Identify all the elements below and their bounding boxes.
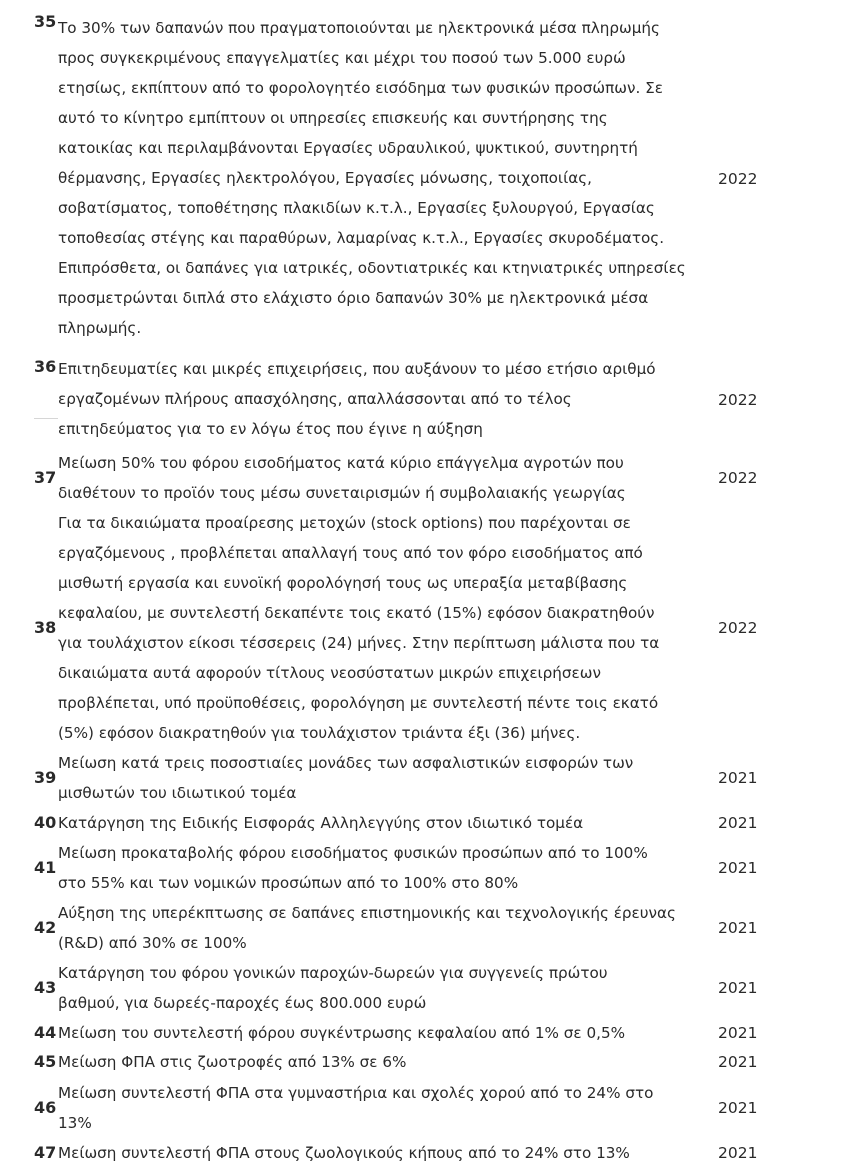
row-number: 47 bbox=[34, 1143, 57, 1162]
row-number: 35 bbox=[34, 12, 57, 31]
row-text: Μείωση συντελεστή ΦΠΑ στους ζωολογικούς κήπους από το 24% στο 13% bbox=[58, 1144, 630, 1162]
row-number: 39 bbox=[34, 768, 57, 787]
row-text: Κατάργηση του φόρου γονικών παροχών-δωρεών για συγγενείς πρώτου βαθμού, για δωρεές-παροχές έως 800.000 ευρώ bbox=[58, 964, 608, 1012]
row-year: 2022 bbox=[718, 469, 758, 487]
row-year: 2021 bbox=[718, 814, 758, 832]
row-number: 36 bbox=[34, 357, 57, 376]
row-text: Μείωση 50% του φόρου εισοδήματος κατά κύριο επάγγελμα αγροτών που διαθέτουν το προϊόν τους μέσω συνεταιρισμών ή συμβολαιακής γεωργίας bbox=[58, 454, 626, 502]
row-year: 2021 bbox=[718, 769, 758, 787]
row-year: 2021 bbox=[718, 1144, 758, 1162]
row-number: 44 bbox=[34, 1023, 57, 1042]
row-number: 43 bbox=[34, 978, 57, 997]
row-text: Αύξηση της υπερέκπτωσης σε δαπάνες επιστημονικής και τεχνολογικής έρευνας (R&D) από 30% σε 100% bbox=[58, 904, 676, 952]
row-year: 2021 bbox=[718, 979, 758, 997]
row-text: Το 30% των δαπανών που πραγματοποιούνται με ηλεκτρονικά μέσα πληρωμής προς συγκεκριμένους επαγγελματίες και μέχρι του ποσού των 5.000 ευρώ ετησίως, εκπίπτουν από το φορολογητέο εισόδημα των φυσικών προσώπων. Σε αυτό το κίνητρο εμπίπτουν οι υπηρεσίες επισκευής και συντήρησης της κατοικίας και περιλαμβάνονται Εργασίες υδραυλικού, ψυκτικού, συντηρητή θέρμανσης, Εργασίες ηλεκτρολόγου, Εργασίες μόνωσης, τοιχοποιίας, σοβατίσματος, τοποθέτησης πλακιδίων κ.τ.λ., Εργασίες ξυλουργού, Εργασίας τοποθεσίας στέγης και παραθύρων, λαμαρίνας κ.τ.λ., Εργασίες σκυροδέματος. Επιπρόσθετα, οι δαπάνες για ιατρικές, οδοντιατρικές και κτηνιατρικές υπηρεσίες προσμετρώνται διπλά στο ελάχιστο όριο δαπανών 30% με ηλεκτρονικά μέσα πληρωμής. bbox=[58, 19, 686, 337]
row-number: 46 bbox=[34, 1098, 57, 1117]
row-number: 41 bbox=[34, 858, 57, 877]
row-text: Μείωση του συντελεστή φόρου συγκέντρωσης κεφαλαίου από 1% σε 0,5% bbox=[58, 1024, 626, 1042]
row-year: 2021 bbox=[718, 919, 758, 937]
row-text: Επιτηδευματίες και μικρές επιχειρήσεις, που αυξάνουν το μέσο ετήσιο αριθμό εργαζομένων πλήρους απασχόλησης, απαλλάσσονται από το τέλος επιτηδεύματος για το εν λόγω έτος που έγινε η αύξηση bbox=[58, 360, 656, 438]
row-year: 2022 bbox=[718, 391, 758, 409]
row-number: 40 bbox=[34, 813, 57, 832]
row-year: 2022 bbox=[718, 619, 758, 637]
row-number: 45 bbox=[34, 1052, 57, 1071]
row-year: 2021 bbox=[718, 1053, 758, 1071]
row-number: 37 bbox=[34, 468, 57, 487]
row-year: 2021 bbox=[718, 1099, 758, 1117]
row-text: Για τα δικαιώματα προαίρεσης μετοχών (stock options) που παρέχονται σε εργαζόμενους , προβλέπεται απαλλαγή τους από τον φόρο εισοδήματος από μισθωτή εργασία και ευνοϊκή φορολόγησή τους ως υπεραξία μεταβίβασης κεφαλαίου, με συντελεστή δεκαπέντε τοις εκατό (15%) εφόσον διακρατηθούν για τουλάχιστον είκοσι τέσσερεις (24) μήνες. Στην περίπτωση μάλιστα που τα δικαιώματα αυτά αφορούν τίτλους νεοσύστατων μικρών επιχειρήσεων προβλέπεται, υπό προϋποθέσεις, φορολόγηση με συντελεστή πέντε τοις εκατό (5%) εφόσον διακρατηθούν για τουλάχιστον τριάντα έξι (36) μήνες. bbox=[58, 514, 660, 742]
row-text: Μείωση κατά τρεις ποσοστιαίες μονάδες των ασφαλιστικών εισφορών των μισθωτών του ιδιωτικού τομέα bbox=[58, 754, 634, 802]
row-text: Μείωση συντελεστή ΦΠΑ στα γυμναστήρια και σχολές χορού από το 24% στο 13% bbox=[58, 1084, 654, 1132]
row-divider bbox=[34, 418, 58, 419]
row-text: Μείωση προκαταβολής φόρου εισοδήματος φυσικών προσώπων από το 100% στο 55% και των νομικών προσώπων από το 100% στο 80% bbox=[58, 844, 648, 892]
row-number: 42 bbox=[34, 918, 57, 937]
row-year: 2022 bbox=[718, 170, 758, 188]
row-year: 2021 bbox=[718, 1024, 758, 1042]
row-year: 2021 bbox=[718, 859, 758, 877]
row-text: Μείωση ΦΠΑ στις ζωοτροφές από 13% σε 6% bbox=[58, 1053, 407, 1071]
row-number: 38 bbox=[34, 618, 57, 637]
row-text: Κατάργηση της Ειδικής Εισφοράς Αλληλεγγύης στον ιδιωτικό τομέα bbox=[58, 814, 584, 832]
